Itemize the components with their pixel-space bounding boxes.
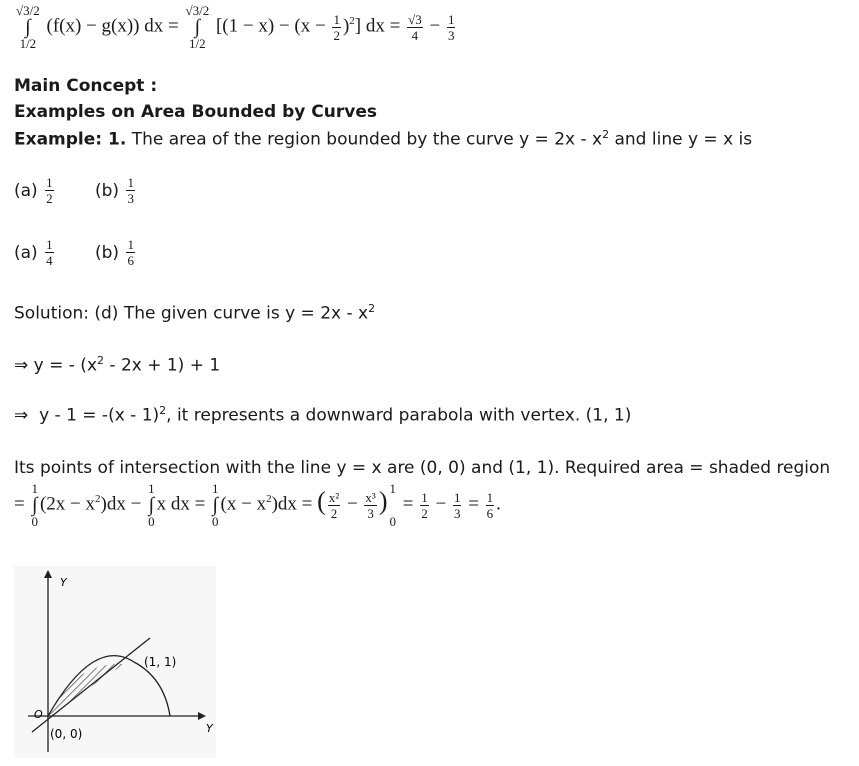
option-d: (b) $\frac{1}{6}$ <box>95 237 134 268</box>
equation-2: = 1 ∫ 0 $(2x - x^2)dx$ − 1 ∫ 0 x dx = 1 ∫ 0 $(x - x^2)dx$ = ( $\frac{\text{x²}}{2}$ − $\frac{\text{x³}}{3}$ ) 1 0 = $\frac{1}{2}$ − $\frac{1}{3}$ = $\frac{1}{6}$ . <box>14 481 501 529</box>
main-concept-heading: Main Concept : <box>14 76 158 96</box>
option-c: (a) $\frac{1}{4}$ <box>14 237 53 268</box>
step-1: ⇒ y = - $(x^2 - 2x + 1) + 1$ <box>14 354 221 376</box>
option-a: (a) $\frac{1}{2}$ <box>14 175 53 206</box>
section-title: Examples on Area Bounded by Curves <box>14 102 377 122</box>
integral-1: √3/2 ∫ 1/2 <box>16 3 40 51</box>
options-row-1 <box>14 176 137 205</box>
solution-line: Solution: (d) The given curve is $y = 2x - x^2$ <box>14 302 376 324</box>
intersection-text: Its points of intersection with the line y = x are (0, 0) and (1, 1). Required area = shaded region <box>14 458 831 478</box>
point-1-1-label: (1, 1) <box>144 655 177 669</box>
option-b: (b) $\frac{1}{3}$ <box>95 175 134 206</box>
example-text: Example: 1. The area of the region bounded by the curve $y = 2x - x^2$ and line y = x is <box>14 128 753 150</box>
equation-1: √3/2 ∫ 1/2 (f(x) − g(x)) dx = √3/2 ∫ 1/2 [(1 − x) − (x − $\frac{1}{2}$ )$^2$] dx = $\frac{√3}{4}$ − $\frac{1}{3}$ <box>16 3 455 51</box>
y-axis-label: Y <box>60 576 67 589</box>
point-0-0-label: (0, 0) <box>50 727 83 741</box>
area-graph <box>14 566 216 758</box>
step-2: ⇒ y - 1 = -(x - 1)$^2$, it represents a downward parabola with vertex. (1, 1) <box>14 404 632 426</box>
integral-2: √3/2 ∫ 1/2 <box>185 3 210 51</box>
origin-label: O <box>34 708 43 721</box>
x-axis-label: Y <box>206 722 213 735</box>
options-row-2 <box>14 238 137 267</box>
